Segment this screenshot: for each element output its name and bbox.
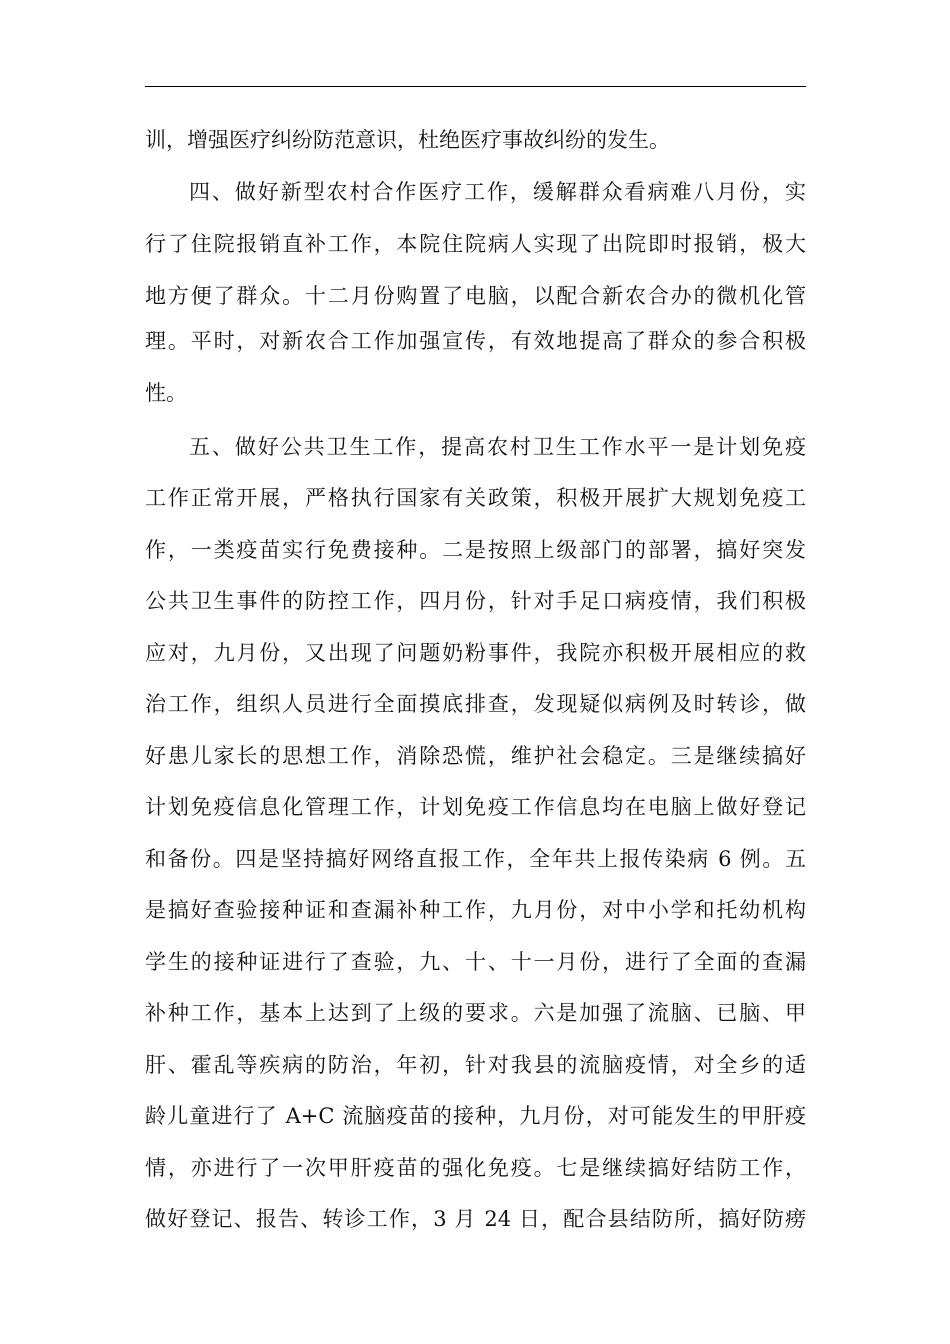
paragraph-first-line: 五、做好公共卫生工作，提高农村卫生工作水平一是计划免疫 xyxy=(189,435,806,459)
text-line: 工作正常开展，严格执行国家有关政策，积极开展扩大规划免疫工 xyxy=(145,486,806,510)
text-line: 和备份。四是坚持搞好网络直报工作，全年共上报传染病 6 例。五 xyxy=(145,847,806,871)
text-line: 应对，九月份，又出现了问题奶粉事件，我院亦积极开展相应的救 xyxy=(145,641,806,665)
paragraph-first-line: 四、做好新型农村合作医疗工作，缓解群众看病难八月份，实 xyxy=(189,180,806,204)
text-line: 作，一类疫苗实行免费接种。二是按照上级部门的部署，搞好突发 xyxy=(145,538,806,562)
text-line: 龄儿童进行了 A+C 流脑疫苗的接种，九月份，对可能发生的甲肝疫 xyxy=(145,1104,806,1128)
text-line: 情，亦进行了一次甲肝疫苗的强化免疫。七是继续搞好结防工作， xyxy=(145,1156,806,1180)
text-line: 治工作，组织人员进行全面摸底排查，发现疑似病例及时转诊，做 xyxy=(145,692,806,716)
text-line: 地方便了群众。十二月份购置了电脑，以配合新农合办的微机化管 xyxy=(145,284,806,308)
text-line: 做好登记、报告、转诊工作，3 月 24 日，配合县结防所，搞好防痨 xyxy=(145,1207,806,1231)
text-line: 肝、霍乱等疾病的防治，年初，针对我县的流脑疫情，对全乡的适 xyxy=(145,1053,806,1077)
text-line: 计划免疫信息化管理工作，计划免疫工作信息均在电脑上做好登记 xyxy=(145,795,806,819)
text-line: 性。 xyxy=(145,381,187,405)
text-line: 公共卫生事件的防控工作，四月份，针对手足口病疫情，我们积极 xyxy=(145,589,806,613)
text-line: 学生的接种证进行了查验，九、十、十一月份，进行了全面的查漏 xyxy=(145,950,806,974)
text-line: 行了住院报销直补工作，本院住院病人实现了出院即时报销，极大 xyxy=(145,232,806,256)
text-line: 是搞好查验接种证和查漏补种工作，九月份，对中小学和托幼机构 xyxy=(145,898,806,922)
text-line: 补种工作，基本上达到了上级的要求。六是加强了流脑、已脑、甲 xyxy=(145,1001,806,1025)
text-line: 理。平时，对新农合工作加强宣传，有效地提高了群众的参合积极 xyxy=(145,329,806,353)
text-line: 训，增强医疗纠纷防范意识，杜绝医疗事故纠纷的发生。 xyxy=(145,128,670,152)
header-rule xyxy=(145,86,806,87)
text-line: 好患儿家长的思想工作，消除恐慌，维护社会稳定。三是继续搞好 xyxy=(145,744,806,768)
